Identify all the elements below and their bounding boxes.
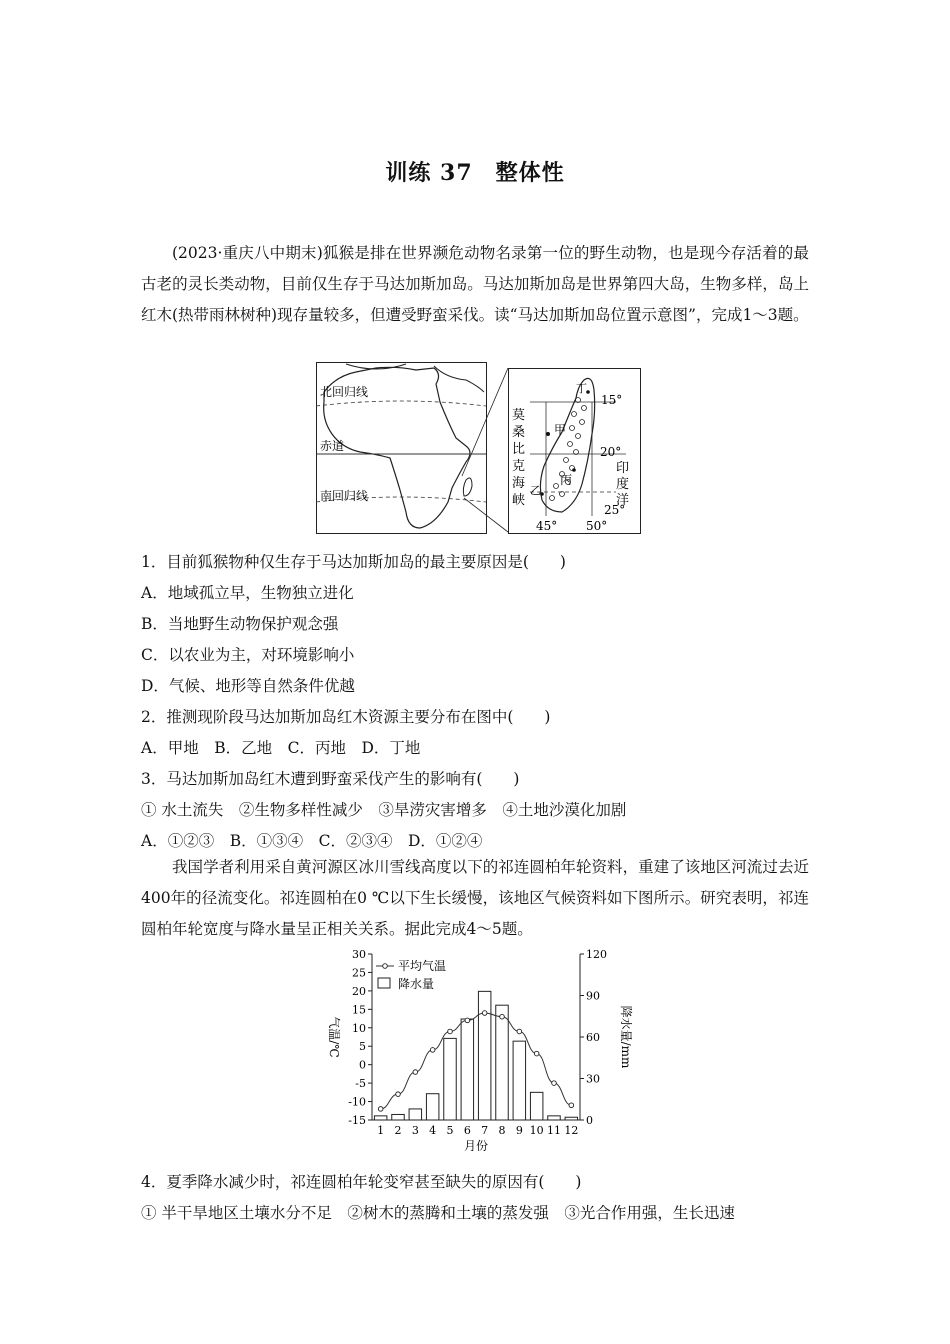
x-tick-label: 9	[515, 1124, 523, 1137]
precipitation-bar	[444, 1038, 456, 1120]
label-yi: 乙	[530, 484, 541, 497]
temperature-point	[517, 1029, 522, 1034]
temperature-point	[396, 1092, 401, 1097]
svg-text:海: 海	[512, 476, 526, 491]
x-tick-label: 5	[446, 1124, 454, 1137]
x-tick-label: 11	[547, 1124, 561, 1137]
madagascar-map	[316, 362, 642, 534]
q2-options: A．甲地 B．乙地 C．丙地 D．丁地	[141, 739, 421, 757]
left-tick-label: 5	[359, 1040, 366, 1054]
right-tick-label: 90	[586, 989, 600, 1003]
precipitation-bar	[548, 1116, 560, 1120]
right-tick-label: 0	[586, 1114, 593, 1127]
svg-text:比: 比	[512, 442, 526, 457]
legend-temperature-label: 平均气温	[398, 959, 447, 973]
precipitation-bar	[513, 1041, 525, 1120]
left-tick-label: -5	[355, 1077, 366, 1091]
label-bing: 丙	[560, 473, 573, 487]
left-tick-label: -15	[348, 1114, 366, 1127]
temperature-point	[448, 1029, 453, 1034]
x-tick-label: 12	[564, 1124, 579, 1137]
precipitation-bar	[392, 1114, 404, 1120]
temperature-point	[430, 1048, 435, 1053]
x-tick-label: 4	[429, 1124, 437, 1137]
lat-15: 15°	[601, 393, 623, 407]
precipitation-bar	[461, 1019, 473, 1120]
lon-50: 50°	[586, 519, 608, 533]
lat-25: 25°	[604, 503, 626, 517]
q4-items: ① 半干旱地区土壤水分不足 ②树木的蒸腾和土壤的蒸发强 ③光合作用强，生长迅速	[141, 1204, 735, 1222]
x-tick-label: 6	[463, 1124, 471, 1137]
q1-option-d: D．气候、地形等自然条件优越	[141, 677, 355, 695]
temperature-point	[413, 1070, 418, 1075]
precipitation-bar	[565, 1117, 577, 1120]
right-axis-title: 降水量/mm	[619, 1005, 633, 1069]
label-jia: 甲	[554, 423, 567, 437]
legend-line-marker	[383, 964, 388, 969]
x-tick-label: 8	[498, 1124, 506, 1137]
left-tick-label: 30	[352, 948, 366, 961]
temperature-point	[534, 1051, 539, 1056]
svg-text:克: 克	[512, 459, 526, 474]
precipitation-bar	[530, 1092, 542, 1120]
temperature-point	[500, 1014, 505, 1019]
temperature-point	[482, 1011, 487, 1016]
legend-bar-swatch	[378, 978, 390, 988]
left-tick-label: 0	[359, 1058, 366, 1072]
left-tick-label: 20	[352, 984, 366, 998]
temperature-point	[465, 1018, 470, 1023]
left-axis-title: 气温/℃	[327, 1016, 341, 1058]
q2-stem: 2．推测现阶段马达加斯加岛红木资源主要分布在图中( )	[141, 708, 551, 726]
temperature-point	[378, 1107, 383, 1112]
q1-option-b: B．当地野生动物保护观念强	[141, 615, 339, 633]
lon-45: 45°	[536, 519, 558, 533]
svg-text:印: 印	[616, 461, 630, 476]
precipitation-bar	[374, 1116, 386, 1120]
svg-text:桑: 桑	[512, 425, 526, 440]
left-tick-label: 15	[352, 1003, 366, 1017]
q1-option-a: A．地域孤立早，生物独立进化	[141, 584, 354, 602]
q3-options: A．①②③ B．①③④ C．②③④ D．①②④	[141, 832, 483, 850]
left-tick-label: 25	[352, 966, 366, 980]
svg-text:峡: 峡	[512, 493, 526, 508]
north-tropic-label: 北回归线	[320, 385, 369, 399]
right-tick-label: 120	[586, 948, 607, 961]
svg-text:度: 度	[616, 477, 630, 492]
x-tick-label: 10	[529, 1124, 544, 1137]
precipitation-bar	[426, 1094, 438, 1120]
q1-option-c: C．以农业为主，对环境影响小	[141, 646, 355, 664]
svg-text:洋: 洋	[616, 493, 630, 508]
left-tick-label: -10	[348, 1095, 366, 1109]
right-tick-label: 60	[586, 1031, 600, 1044]
page-title: 训练 37 整体性	[385, 160, 565, 186]
svg-text:莫: 莫	[512, 408, 526, 423]
left-tick-label: 10	[352, 1021, 366, 1035]
legend-precipitation-label: 降水量	[398, 977, 435, 991]
q3-items: ① 水土流失 ②生物多样性减少 ③旱涝灾害增多 ④土地沙漠化加剧	[141, 801, 627, 819]
x-tick-label: 2	[394, 1124, 402, 1137]
lat-20: 20°	[600, 445, 622, 459]
x-tick-label: 3	[411, 1124, 419, 1137]
indian-ocean-label	[616, 461, 629, 508]
q1-stem: 1．目前狐猴物种仅生存于马达加斯加岛的最主要原因是( )	[141, 553, 566, 571]
q3-stem: 3．马达加斯加岛红木遭到野蛮采伐产生的影响有( )	[141, 770, 520, 788]
south-tropic-label: 南回归线	[320, 489, 369, 503]
precipitation-bar	[496, 1005, 508, 1120]
intro-paragraph-1: (2023·重庆八中期末)狐猴是排在世界濒危动物名录第一位的野生动物，也是现今存活着的最古老的灵长类动物，目前仅生存于马达加斯加岛。马达加斯加岛是世界第四大岛，生物多样，岛上红木(热带雨林树种)现存量较多，但遭受野蛮采伐。读“马达加斯加岛位置示意图”，完成1～3题。	[141, 244, 809, 325]
right-tick-label: 30	[586, 1072, 600, 1086]
label-ding: 丁	[576, 382, 587, 395]
climate-chart	[318, 944, 634, 1164]
x-tick-label: 1	[377, 1124, 385, 1137]
intro-paragraph-2: 我国学者利用采自黄河源区冰川雪线高度以下的祁连圆柏年轮资料，重建了该地区河流过去近400年的径流变化。祁连圆柏在0 ℃以下生长缓慢，该地区气候资料如下图所示。研究表明，祁连圆柏年轮宽度与降水量呈正相关关系。据此完成4～5题。	[141, 858, 809, 939]
temperature-point	[552, 1081, 557, 1086]
x-tick-label: 7	[481, 1124, 489, 1137]
equator-label: 赤道	[320, 439, 345, 453]
precipitation-bar	[409, 1109, 421, 1120]
temperature-point	[569, 1103, 574, 1108]
q4-stem: 4．夏季降水减少时，祁连圆柏年轮变窄甚至缺失的原因有( )	[141, 1173, 582, 1191]
x-axis-title: 月份	[463, 1139, 489, 1153]
